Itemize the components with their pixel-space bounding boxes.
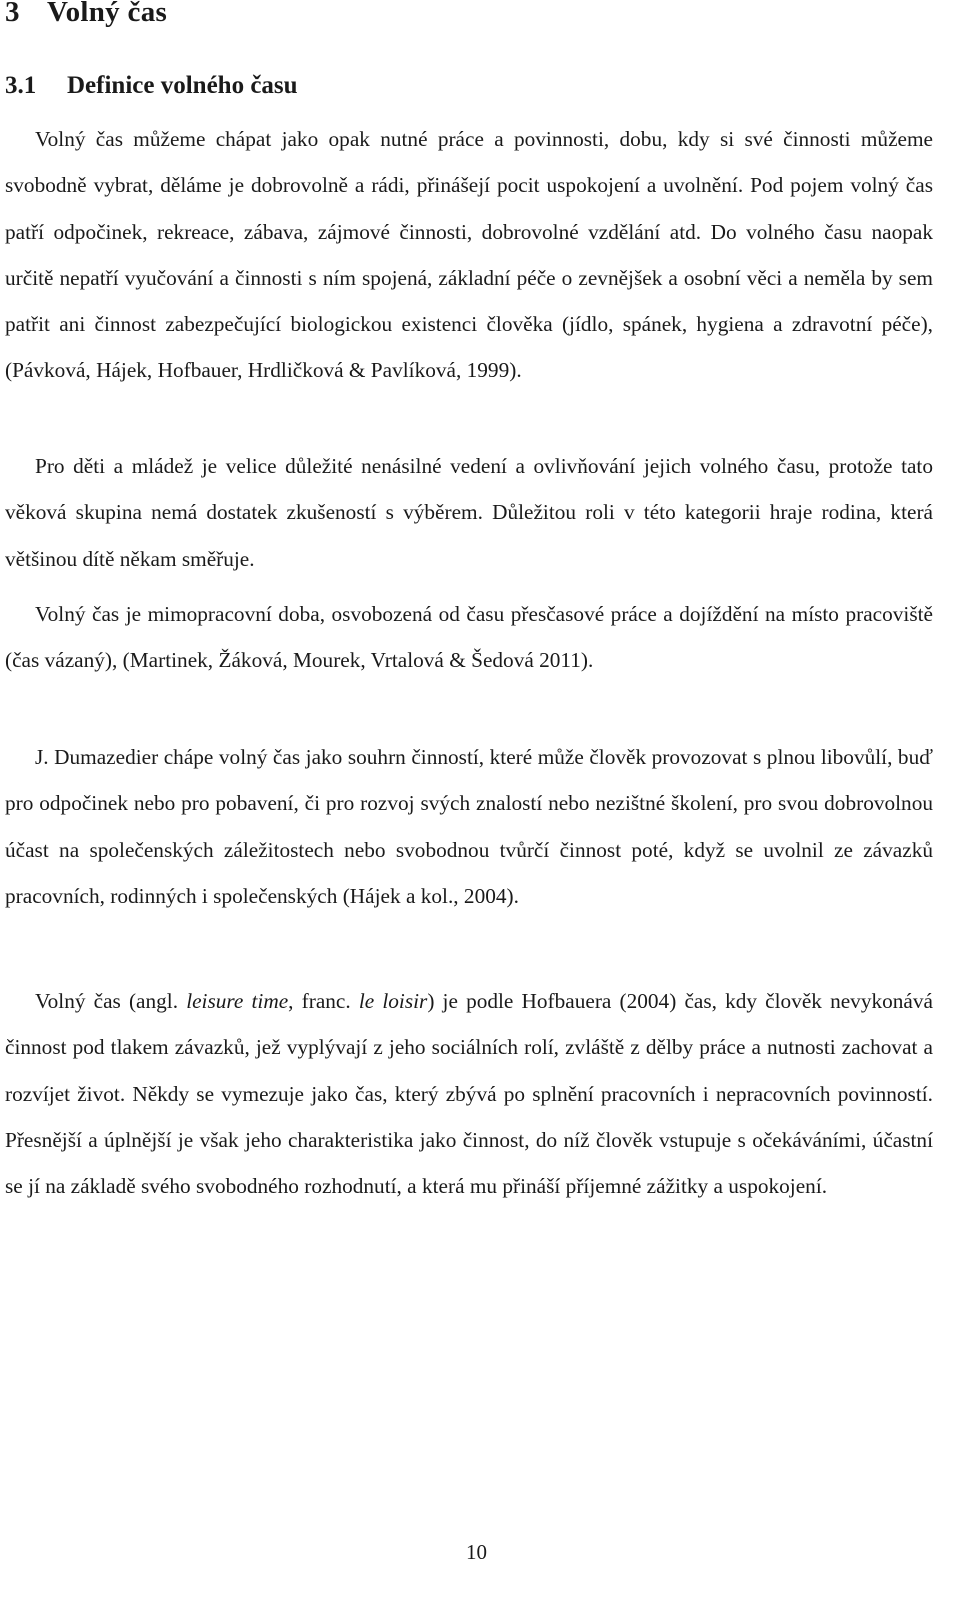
page-number: 10	[466, 1540, 487, 1564]
paragraph-definition: Volný čas můžeme chápat jako opak nutné práce a povinnosti, dobu, kdy si své činnosti můžeme svobodně vybrat, děláme je dobrovolně a rádi, přinášejí pocit uspokojení a uvolnění. Pod pojem volný čas patří odpočinek, rekreace, zábava, zájmové činnosti, dobrovolné vzdělání atd. Do volného času naopak určitě nepatří vyučování a činnosti s ním spojená, základní péče o zevnějšek a osobní věci a neměla by sem patřit ani činnost zabezpečující biologickou existenci člověka (jídlo, spánek, hygiena a zdravotní péče), (Pávková, Hájek, Hofbauer, Hrdličková & Pavlíková, 1999).	[5, 127, 933, 383]
paragraph-hofbauer-text-1: Volný čas (angl.	[35, 989, 187, 1013]
paragraph-non-work-time: Volný čas je mimopracovní doba, osvobozená od času přesčasové práce a dojíždění na místo pracoviště (čas vázaný), (Martinek, Žáková, Mourek, Vrtalová & Šedová 2011).	[5, 602, 933, 673]
chapter-number: 3	[5, 0, 20, 28]
paragraph-hofbauer-text-3: ) je podle Hofbauera (2004) čas, kdy člověk nevykonává činnost pod tlakem závazků, jež vyplývají z jeho sociálních rolí, zvláště z dělby práce a nutnosti zachovat a rozvíjet život. Někdy se vymezuje jako čas, který zbývá po splnění pracovních i nepracovních povinností. Přesnější a úplnější je však jeho charakteristika jako činnost, do níž člověk vstupuje s očekáváními, účastní se jí na základě svého svobodného rozhodnutí, a která mu přináší příjemné zážitky a uspokojení.	[5, 989, 933, 1199]
section-heading	[5, 72, 298, 100]
section-number: 3.1	[5, 72, 37, 99]
paragraph-hofbauer	[5, 978, 933, 1209]
paragraph-hofbauer-text-2: , franc.	[288, 989, 359, 1013]
section-title: Definice volného času	[67, 72, 298, 99]
paragraph-dumazedier: J. Dumazedier chápe volný čas jako souhrn činností, které může člověk provozovat s plnou libovůlí, buď pro odpočinek nebo pro pobavení, či pro rozvoj svých znalostí nebo nezištné školení, pro svou dobrovolnou účast na společenských záležitostech nebo svobodnou tvůrčí činnost poté, když se uvolnil ze závazků pracovních, rodinných i společenských (Hájek a kol., 2004).	[5, 745, 933, 908]
chapter-heading	[5, 0, 167, 29]
term-leisure-time: leisure time	[186, 989, 289, 1013]
term-le-loisir: le loisir	[358, 989, 428, 1013]
chapter-title: Volný čas	[47, 0, 168, 28]
paragraph-youth: Pro děti a mládež je velice důležité nenásilné vedení a ovlivňování jejich volného času, protože tato věková skupina nemá dostatek zkušeností s výběrem. Důležitou roli v této kategorii hraje rodina, která většinou dítě někam směřuje.	[5, 454, 933, 571]
